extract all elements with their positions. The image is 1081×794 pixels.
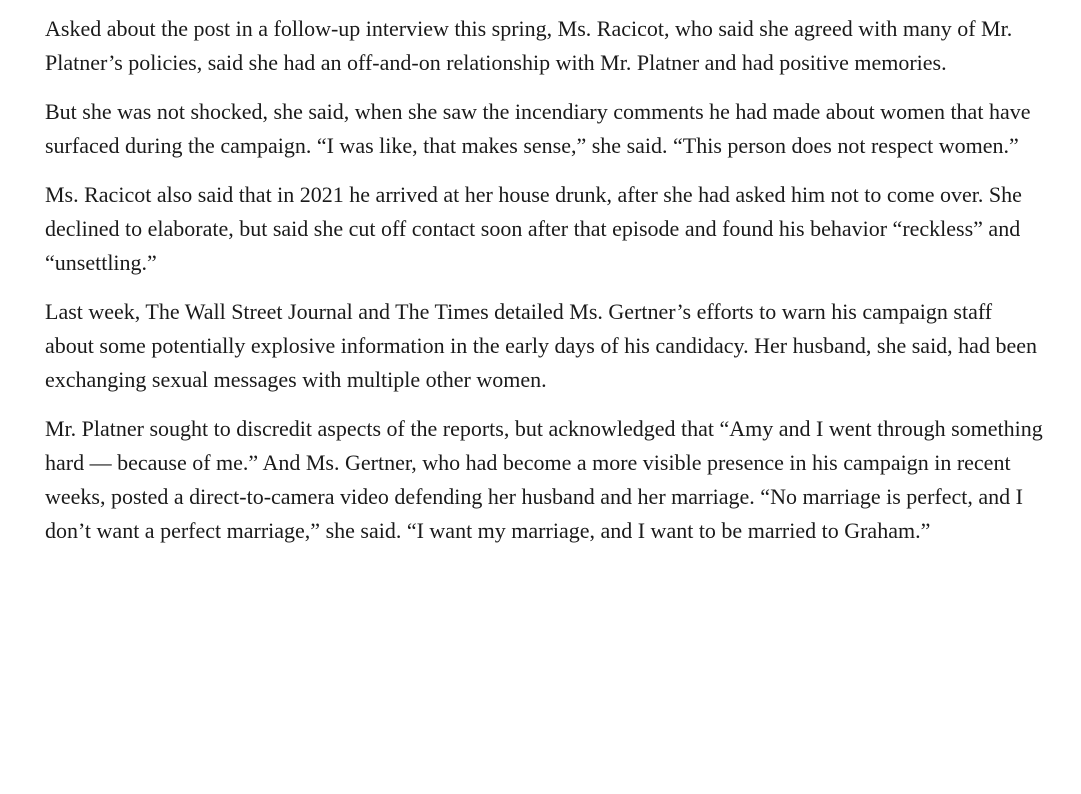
article-paragraph: Asked about the post in a follow-up interview this spring, Ms. Racicot, who said she agreed with many of Mr. Platner’s policies, said she had an off-and-on relationship with Mr. Platner and had positive memories. <box>45 16 1013 75</box>
article-paragraph: Mr. Platner sought to discredit aspects of the reports, but acknowledged that “Amy and I went through something hard — because of me.” And Ms. Gertner, who had become a more visible presence in his campaign in recent weeks, posted a direct-to-camera video defending her husband and her marriage. “No marriage is perfect, and I don’t want a perfect marriage,” she said. “I want my marriage, and I want to be married to Graham.” <box>45 416 1043 543</box>
article-paragraph: But she was not shocked, she said, when she saw the incendiary comments he had made about women that have surfaced during the campaign. “I was like, that makes sense,” she said. “This person does not respect women.” <box>45 99 1031 158</box>
article-paragraph: Ms. Racicot also said that in 2021 he arrived at her house drunk, after she had asked him not to come over. She declined to elaborate, but said she cut off contact soon after that episode and found his behavior “reckless” and “unsettling.” <box>45 182 1022 275</box>
article-paragraph: Last week, The Wall Street Journal and The Times detailed Ms. Gertner’s efforts to warn his campaign staff about some potentially explosive information in the early days of his candidacy. Her husband, she said, had been exchanging sexual messages with multiple other women. <box>45 299 1037 392</box>
article-body <box>45 12 1045 563</box>
